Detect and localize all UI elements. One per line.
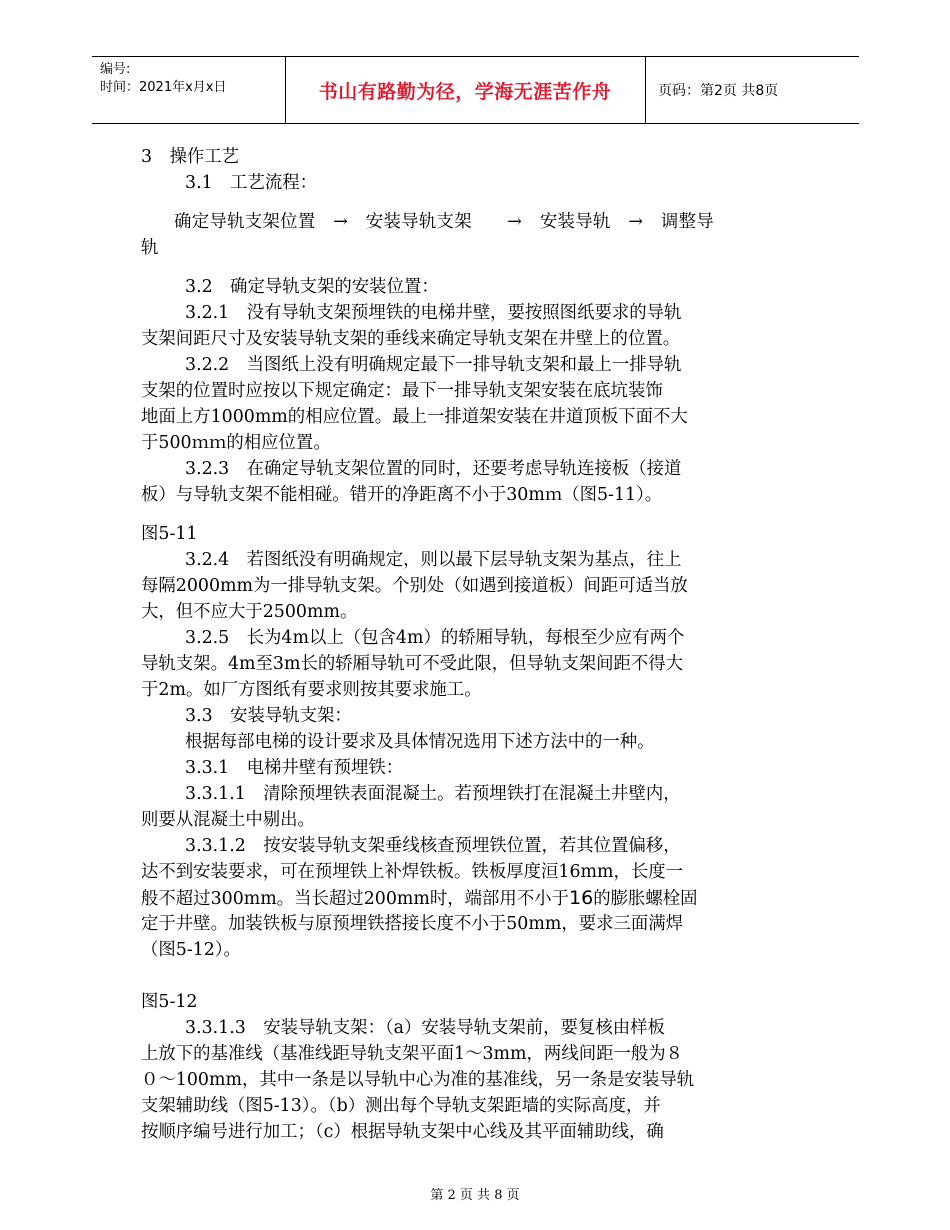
section-heading: 3 操作工艺 xyxy=(141,147,240,167)
paragraph-line: ０～100mm，其中一条是以导轨中心为准的基准线，另一条是安装导轨 xyxy=(141,1070,695,1090)
paragraph-line: 支架辅助线（图5-13）。（b）测出每个导轨支架距墙的实际高度，并 xyxy=(141,1096,661,1116)
paragraph-line: 每隔2000mm为一排导轨支架。个别处（如遇到接道板）间距可适当放 xyxy=(141,576,688,596)
paragraph-line: 大，但不应大于2500mm。 xyxy=(141,602,358,622)
process-flow: 确定导轨支架位置 → 安装导轨支架 → 安装导轨 → 调整导 xyxy=(174,212,714,232)
document-time-label: 时间：2021年x月x日 xyxy=(100,80,227,95)
paragraph-line xyxy=(141,885,809,911)
paragraph-line: 3.2.1 没有导轨支架预埋铁的电梯井壁，要按照图纸要求的导轨 xyxy=(185,303,682,323)
document-body xyxy=(141,144,809,1145)
paragraph-line: （图5-12）。 xyxy=(141,940,241,960)
paragraph-text: 的膨胀螺栓固 xyxy=(593,889,698,909)
paragraph-line: 定于井壁。加装铁板与原预埋铁搭接长度不小于50mm，要求三面满焊 xyxy=(141,914,684,934)
figure-caption: 图5-12 xyxy=(141,992,198,1012)
figure-caption: 图5-11 xyxy=(141,524,198,544)
paragraph-line: 板）与导轨支架不能相碰。错开的净距离不小于30mｍ（图5-11）。 xyxy=(141,485,663,505)
paragraph-line: 地面上方1000mm的相应位置。最上一排道架安装在井道顶板下面不大 xyxy=(141,407,688,427)
subsection-heading: 3.1 工艺流程： xyxy=(185,173,318,193)
paragraph-line: 3.2.3 在确定导轨支架位置的同时，还要考虑导轨连接板（接道 xyxy=(185,459,682,479)
paragraph-line: 达不到安装要求，可在预埋铁上补焊铁板。铁板厚度洹16mm，长度一 xyxy=(141,862,684,882)
paragraph-line: 3.3.1 电梯井壁有预埋铁： xyxy=(185,758,404,778)
paragraph-line: 根据每部电梯的设计要求及具体情况选用下述方法中的一种。 xyxy=(185,732,655,752)
paragraph-line: 上放下的基准线（基准线距导轨支架平面1～3mm，两线间距一般为８ xyxy=(141,1044,684,1064)
document-number-label: 编号: xyxy=(100,62,131,77)
paragraph-line: 导轨支架。4m至3m长的轿厢导轨可不受此限，但导轨支架间距不得大 xyxy=(141,654,684,674)
header-divider xyxy=(645,57,646,123)
paragraph-line: 按顺序编号进行加工；（c）根据导轨支架中心线及其平面辅助线，确 xyxy=(141,1122,664,1142)
paragraph-line: 3.3.1.3 安装导轨支架：（a）安装导轨支架前，要复核由样板 xyxy=(185,1018,665,1038)
subsection-heading: 3.2 确定导轨支架的安装位置： xyxy=(185,277,439,297)
paragraph-line: 支架的位置时应按以下规定确定：最下一排导轨支架安装在底坑装饰 xyxy=(141,381,663,401)
paragraph-line: 3.3.1.2 按安装导轨支架垂线核查预埋铁位置，若其位置偏移， xyxy=(185,836,681,856)
header-meta xyxy=(100,61,284,97)
paragraph-line: 3.2.5 长为4m以上（包含4m）的轿厢导轨，每根至少应有两个 xyxy=(185,628,685,648)
bolt-size-value: 16 xyxy=(569,887,594,909)
header-page-number: 页码：第2页 共8页 xyxy=(658,83,779,99)
paragraph-line: 于2m。如厂方图纸有要求则按其要求施工。 xyxy=(141,680,482,700)
paragraph-line: 则要从混凝土中剔出。 xyxy=(141,810,315,830)
paragraph-text: 般不超过300mm。当长超过200mm时，端部用不小于 xyxy=(141,889,569,909)
paragraph-line: 3.3.1.1 清除预埋铁表面混凝土。若预埋铁打在混凝土井壁内， xyxy=(185,784,681,804)
page-footer: 第 2 页 共 8 页 xyxy=(430,1188,520,1203)
paragraph-line: 3.2.4 若图纸没有明确规定，则以最下层导轨支架为基点，往上 xyxy=(185,550,682,570)
subsection-heading: 3.3 安装导轨支架： xyxy=(185,706,352,726)
paragraph-line: 轨 xyxy=(141,238,159,258)
paragraph-line: 支架间距尺寸及安装导轨支架的垂线来确定导轨支架在井壁上的位置。 xyxy=(141,329,681,349)
paragraph-line: 3.2.2 当图纸上没有明确规定最下一排导轨支架和最上一排导轨 xyxy=(185,355,682,375)
page-header xyxy=(92,56,859,124)
header-motto: 书山有路勤为径，学海无涯苦作舟 xyxy=(318,80,612,103)
paragraph-line: 于500ｍｍ的相应位置。 xyxy=(141,433,331,453)
